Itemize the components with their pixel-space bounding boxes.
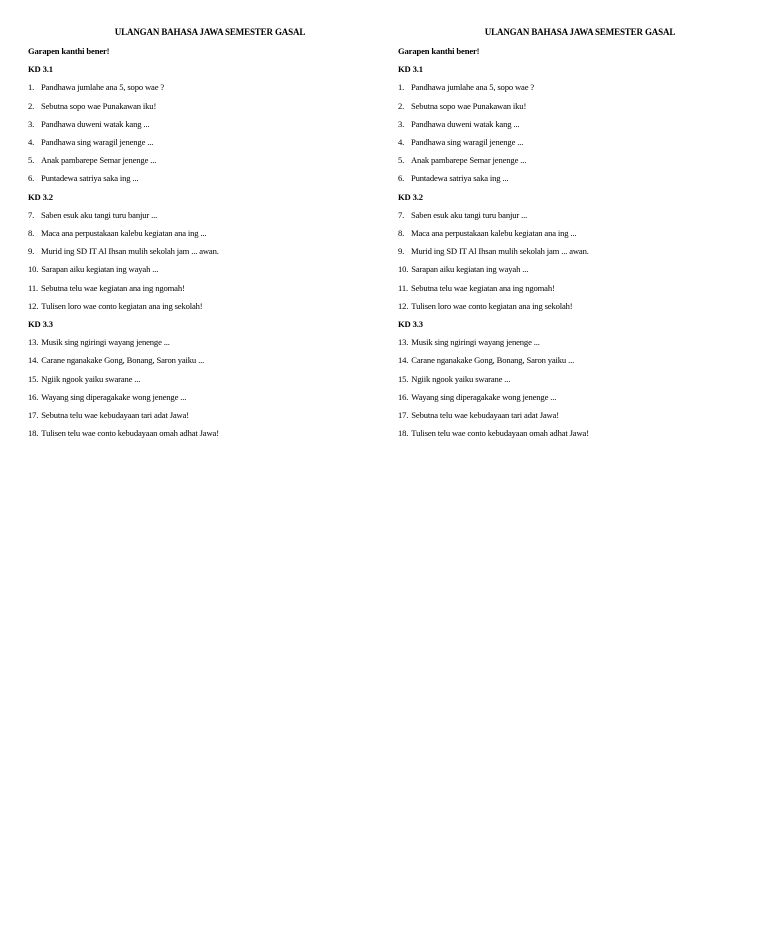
- question-text: Musik sing ngiringi wayang jenenge ...: [411, 337, 540, 348]
- question-number: 18.: [398, 428, 409, 439]
- question-number: 5.: [28, 155, 35, 166]
- question-text: Anak pambarepe Semar jenenge ...: [41, 155, 157, 166]
- question-number: 6.: [398, 173, 405, 184]
- question-number: 8.: [398, 228, 405, 239]
- question-item: [398, 97, 754, 115]
- question-item: [28, 224, 384, 242]
- question-item: [28, 97, 384, 115]
- question-item: [398, 115, 754, 133]
- question-item: [398, 133, 754, 151]
- question-text: Pandhawa duweni watak kang ...: [411, 118, 520, 129]
- question-number: 3.: [28, 118, 35, 129]
- question-text: Wayang sing diperagakake wong jenenge ...: [41, 391, 187, 402]
- question-item: [28, 133, 384, 151]
- question-number: 2.: [398, 100, 405, 111]
- question-text: Musik sing ngiringi wayang jenenge ...: [41, 337, 170, 348]
- question-item: [28, 206, 384, 224]
- question-number: 11.: [398, 282, 408, 293]
- question-item: [398, 333, 754, 351]
- question-text: Saben esuk aku tangi turu banjur ...: [41, 209, 158, 220]
- section-heading: KD 3.1: [28, 64, 53, 75]
- question-item: [28, 333, 384, 351]
- question-text: Sebutna telu wae kebudayaan tari adat Jawa!: [411, 410, 559, 421]
- section-kd-3-2: [28, 188, 384, 315]
- question-text: Tulisen loro wae conto kegiatan ana ing sekolah!: [411, 300, 573, 311]
- question-item: [398, 297, 754, 315]
- question-text: Sarapan aiku kegiatan ing wayah ...: [411, 264, 529, 275]
- question-item: [398, 78, 754, 96]
- question-number: 7.: [398, 209, 405, 220]
- section-kd-3-2: [398, 188, 754, 315]
- question-item: [398, 370, 754, 388]
- question-text: Carane nganakake Gong, Bonang, Saron yaiku ...: [411, 355, 575, 366]
- question-item: [28, 169, 384, 187]
- question-text: Ngiik ngook yaiku swarane ...: [411, 373, 511, 384]
- question-item: [28, 115, 384, 133]
- question-text: Saben esuk aku tangi turu banjur ...: [411, 209, 528, 220]
- question-text: Ngiik ngook yaiku swarane ...: [41, 373, 141, 384]
- question-item: [28, 424, 384, 442]
- question-number: 14.: [28, 355, 39, 366]
- question-item: [28, 388, 384, 406]
- question-number: 16.: [398, 391, 409, 402]
- question-text: Pandhawa jumlahe ana 5, sopo wae ?: [41, 82, 165, 93]
- question-number: 7.: [28, 209, 35, 220]
- question-text: Tulisen loro wae conto kegiatan ana ing sekolah!: [41, 300, 203, 311]
- question-text: Carane nganakake Gong, Bonang, Saron yaiku ...: [41, 355, 205, 366]
- question-text: Sarapan aiku kegiatan ing wayah ...: [41, 264, 159, 275]
- section-heading: KD 3.2: [28, 191, 53, 202]
- exam-sheet-right: [398, 24, 754, 442]
- question-list: [398, 333, 754, 442]
- question-number: 9.: [28, 246, 35, 257]
- question-item: [398, 388, 754, 406]
- question-text: Pandhawa sing waragil jenenge ...: [411, 137, 524, 148]
- question-item: [28, 78, 384, 96]
- exam-instruction: Garapen kanthi bener!: [398, 46, 480, 56]
- question-item: [398, 406, 754, 424]
- question-text: Puntadewa satriya saka ing ...: [41, 173, 139, 184]
- question-number: 6.: [28, 173, 35, 184]
- question-item: [28, 151, 384, 169]
- section-heading: KD 3.2: [398, 191, 423, 202]
- question-text: Tulisen telu wae conto kebudayaan omah adhat Jawa!: [41, 428, 219, 439]
- question-number: 12.: [398, 300, 409, 311]
- question-number: 17.: [28, 410, 39, 421]
- question-text: Murid ing SD IT Al Ihsan mulih sekolah jam ... awan.: [411, 246, 589, 257]
- question-item: [398, 351, 754, 369]
- exam-instruction: Garapen kanthi bener!: [28, 46, 110, 56]
- question-text: Pandhawa jumlahe ana 5, sopo wae ?: [411, 82, 535, 93]
- question-list: [398, 206, 754, 315]
- question-number: 10.: [398, 264, 409, 275]
- question-number: 9.: [398, 246, 405, 257]
- question-list: [398, 78, 754, 187]
- section-heading: KD 3.3: [398, 319, 423, 330]
- question-text: Sebutna sopo wae Punakawan iku!: [411, 100, 527, 111]
- section-kd-3-3: [398, 315, 754, 442]
- question-text: Sebutna telu wae kegiatan ana ing ngomah!: [410, 282, 555, 293]
- section-heading: KD 3.1: [398, 64, 423, 75]
- question-number: 15.: [28, 373, 39, 384]
- exam-title: ULANGAN BAHASA JAWA SEMESTER GASAL: [114, 27, 306, 37]
- question-number: 12.: [28, 300, 39, 311]
- question-number: 1.: [28, 82, 35, 93]
- section-kd-3-1: [398, 60, 754, 187]
- question-number: 1.: [398, 82, 405, 93]
- question-item: [398, 260, 754, 278]
- question-number: 16.: [28, 391, 39, 402]
- question-text: Pandhawa duweni watak kang ...: [41, 118, 150, 129]
- question-list: [28, 78, 384, 187]
- question-number: 13.: [398, 337, 409, 348]
- question-list: [28, 206, 384, 315]
- question-list: [28, 333, 384, 442]
- question-item: [28, 351, 384, 369]
- question-number: 5.: [398, 155, 405, 166]
- question-item: [398, 169, 754, 187]
- question-text: Puntadewa satriya saka ing ...: [411, 173, 509, 184]
- question-number: 4.: [398, 137, 405, 148]
- question-text: Anak pambarepe Semar jenenge ...: [411, 155, 527, 166]
- question-item: [28, 279, 384, 297]
- question-number: 10.: [28, 264, 39, 275]
- question-item: [398, 224, 754, 242]
- question-text: Tulisen telu wae conto kebudayaan omah adhat Jawa!: [411, 428, 589, 439]
- question-number: 2.: [28, 100, 35, 111]
- section-kd-3-1: [28, 60, 384, 187]
- section-kd-3-3: [28, 315, 384, 442]
- question-text: Sebutna sopo wae Punakawan iku!: [41, 100, 157, 111]
- question-text: Pandhawa sing waragil jenenge ...: [41, 137, 154, 148]
- question-text: Sebutna telu wae kegiatan ana ing ngomah!: [40, 282, 185, 293]
- question-text: Wayang sing diperagakake wong jenenge ...: [411, 391, 557, 402]
- exam-title: ULANGAN BAHASA JAWA SEMESTER GASAL: [484, 27, 676, 37]
- question-number: 13.: [28, 337, 39, 348]
- question-text: Murid ing SD IT Al Ihsan mulih sekolah jam ... awan.: [41, 246, 219, 257]
- question-number: 11.: [28, 282, 38, 293]
- question-text: Maca ana perpustakaan kalebu kegiatan ana ing ...: [411, 228, 577, 239]
- question-number: 3.: [398, 118, 405, 129]
- section-heading: KD 3.3: [28, 319, 53, 330]
- question-text: Sebutna telu wae kebudayaan tari adat Jawa!: [41, 410, 189, 421]
- question-item: [28, 370, 384, 388]
- question-item: [28, 406, 384, 424]
- question-item: [28, 260, 384, 278]
- exam-sheet-left: [28, 24, 384, 442]
- question-number: 4.: [28, 137, 35, 148]
- question-item: [398, 151, 754, 169]
- question-item: [28, 297, 384, 315]
- question-item: [398, 279, 754, 297]
- question-item: [28, 242, 384, 260]
- question-number: 14.: [398, 355, 409, 366]
- question-number: 8.: [28, 228, 35, 239]
- question-number: 15.: [398, 373, 409, 384]
- question-number: 17.: [398, 410, 409, 421]
- question-number: 18.: [28, 428, 39, 439]
- question-item: [398, 424, 754, 442]
- question-item: [398, 206, 754, 224]
- question-text: Maca ana perpustakaan kalebu kegiatan ana ing ...: [41, 228, 207, 239]
- question-item: [398, 242, 754, 260]
